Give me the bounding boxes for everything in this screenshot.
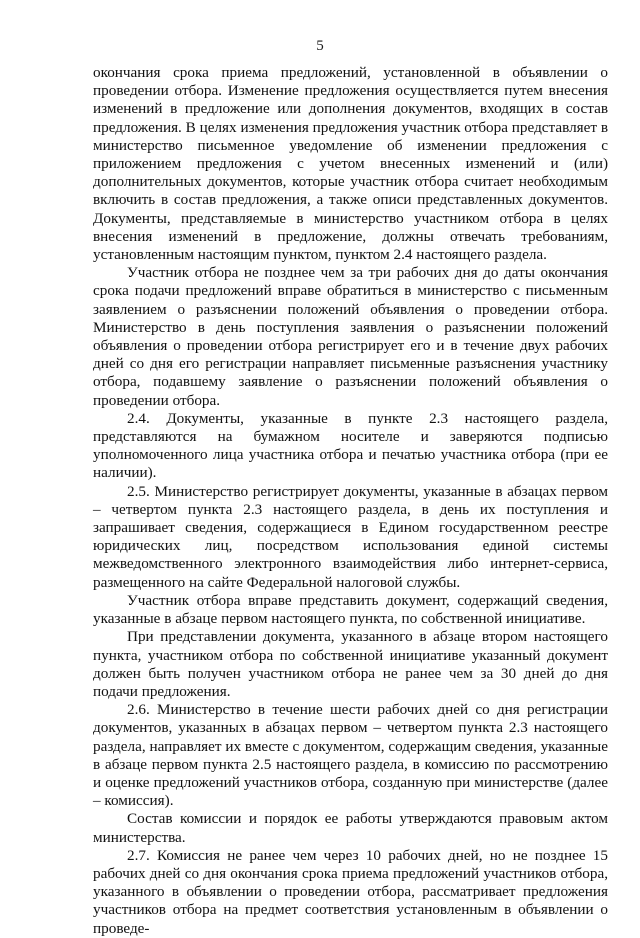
paragraph-clarification-request: Участник отбора не позднее чем за три рабочих дня до даты окончания срока подачи предложений вправе обратиться в министерство с письменным заявлением о разъяснении положений объявления о проведении отбора. Министерство в день поступления заявления о разъяснении положений объявления о проведении отбора регистрирует его и в течение двух рабочих дней со дня его регистрации направляет письменные разъяснения участнику отбора, подавшему заявление о разъяснении положений объявления о проведении отбора. (93, 264, 608, 409)
paragraph-2-6: 2.6. Министерство в течение шести рабочих дней со дня регистрации документов, указанных в абзацах первом – четвертом пункта 2.3 настоящего раздела, направляет их вместе с документом, содержащим сведения, указанные в абзаце первом пункта 2.5 настоящего раздела, в комиссию по рассмотрению и оценке предложений участников отбора, созданную при министерстве (далее – комиссия). (93, 701, 608, 810)
paragraph-continued: окончания срока приема предложений, установленной в объявлении о проведении отбора. Изменение предложения осуществляется путем внесения изменений в предложение или дополнения документов, входящих в состав предложения. В целях изменения предложения участник отбора представляет в министерство письменное уведомление об изменении предложения с приложением предложения с учетом внесенных изменений и (или) дополнительных документов, которые участник отбора считает необходимым включить в состав предложения, а также описи представленных документов. Документы, представляемые в министерство участником отбора в целях внесения изменений в предложение, должны отвечать требованиям, установленным настоящим пунктом, пунктом 2.4 настоящего раздела. (93, 64, 608, 264)
paragraph-document-age: При представлении документа, указанного в абзаце втором настоящего пункта, участником отбора по собственной инициативе указанный документ должен быть получен участником отбора не ранее чем за 30 дней до дня подачи предложения. (93, 628, 608, 700)
paragraph-own-initiative: Участник отбора вправе представить документ, содержащий сведения, указанные в абзаце первом настоящего пункта, по собственной инициативе. (93, 591, 608, 628)
paragraph-2-7: 2.7. Комиссия не ранее чем через 10 рабочих дней, но не позднее 15 рабочих дней со дня окончания срока приема предложений участников отбора, указанного в объявлении о проведении отбора, рассматривает предложения участников отбора на предмет соответствия установленным в объявлении о проведе- (93, 846, 608, 937)
page-number: 5 (316, 38, 324, 54)
paragraph-2-5: 2.5. Министерство регистрирует документы, указанные в абзацах первом – четвертом пункта 2.3 настоящего раздела, в день их поступления и запрашивает сведения, содержащиеся в Едином государственном реестре юридических лиц, посредством использования единой системы межведомственного электронного взаимодействия либо интернет-сервиса, размещенного на сайте Федеральной налоговой службы. (93, 482, 608, 591)
paragraph-commission-composition: Состав комиссии и порядок ее работы утверждаются правовым актом министерства. (93, 810, 608, 846)
document-body (93, 64, 608, 938)
paragraph-2-4: 2.4. Документы, указанные в пункте 2.3 настоящего раздела, представляются на бумажном носителе и заверяются подписью уполномоченного лица участника отбора и печатью участника отбора (при ее наличии). (93, 409, 608, 482)
